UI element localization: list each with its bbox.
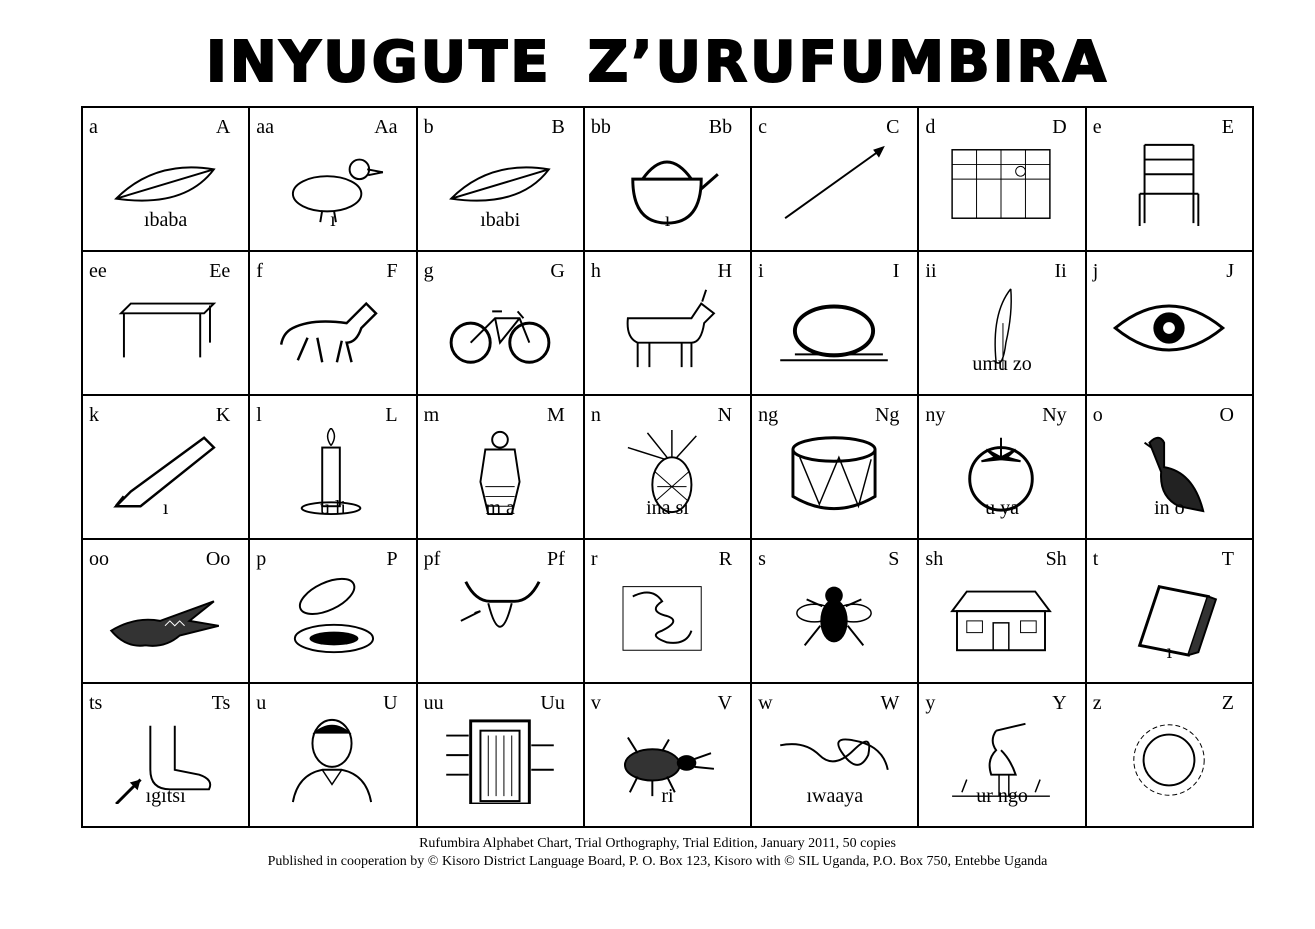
- uppercase-letter: C: [886, 116, 900, 138]
- door-icon: [440, 716, 560, 804]
- example-word: m a: [485, 497, 515, 519]
- uppercase-letter: T: [1221, 548, 1234, 570]
- bicycle-icon: [440, 284, 560, 372]
- fly-icon: [774, 572, 894, 660]
- letter-cell-h: [584, 251, 751, 395]
- letter-cell-j: [1086, 251, 1253, 395]
- uppercase-letter: F: [386, 260, 398, 282]
- footer-line-1: Rufumbira Alphabet Chart, Trial Orthography, Trial Edition, January 2011, 50 copies: [419, 836, 896, 851]
- uppercase-letter: M: [547, 404, 565, 426]
- lowercase-letter: k: [89, 404, 99, 426]
- letter-cell-oo: [82, 539, 249, 683]
- egg-icon: [774, 284, 894, 372]
- eye-icon: [1109, 284, 1229, 372]
- uppercase-letter: Ny: [1042, 404, 1067, 426]
- letter-cell-bb: [584, 107, 751, 251]
- lowercase-letter: y: [925, 692, 936, 714]
- uppercase-letter: E: [1221, 116, 1234, 138]
- letter-cell-ny: [918, 395, 1085, 539]
- lowercase-letter: aa: [256, 116, 275, 138]
- uppercase-letter: Uu: [540, 692, 565, 714]
- lowercase-letter: uu: [423, 692, 444, 714]
- table-icon: [105, 284, 225, 372]
- letter-cell-d: [918, 107, 1085, 251]
- example-word: ı: [162, 497, 169, 519]
- uppercase-letter: Ng: [874, 404, 900, 426]
- house-icon: [941, 572, 1061, 660]
- letter-cell-c: [751, 107, 918, 251]
- uppercase-letter: Bb: [708, 116, 733, 138]
- crocodile-icon: [105, 572, 225, 660]
- intestines-icon: [607, 572, 727, 660]
- lowercase-letter: f: [256, 260, 263, 282]
- goat-icon: [607, 284, 727, 372]
- shop-icon: [941, 140, 1061, 228]
- uppercase-letter: D: [1052, 116, 1067, 138]
- lowercase-letter: j: [1092, 260, 1099, 282]
- uppercase-letter: K: [215, 404, 231, 426]
- grid-row: [82, 539, 1253, 683]
- letter-cell-ng: [751, 395, 918, 539]
- title-word-2: Z’URUFUMBIRA: [587, 30, 1109, 95]
- lowercase-letter: d: [925, 116, 936, 138]
- uppercase-letter: O: [1219, 404, 1234, 426]
- uppercase-letter: U: [383, 692, 398, 714]
- letter-cell-a: [82, 107, 249, 251]
- horse-icon: [272, 284, 392, 372]
- letter-cell-r: [584, 539, 751, 683]
- lowercase-letter: ts: [89, 692, 103, 714]
- letter-cell-p: [249, 539, 416, 683]
- lowercase-letter: l: [256, 404, 262, 426]
- example-word: u ya: [985, 497, 1019, 519]
- letter-cell-t: [1086, 539, 1253, 683]
- uppercase-letter: W: [880, 692, 900, 714]
- lowercase-letter: a: [89, 116, 98, 138]
- lowercase-letter: n: [590, 404, 601, 426]
- lowercase-letter: oo: [89, 548, 109, 570]
- lowercase-letter: z: [1092, 692, 1102, 714]
- letter-cell-v: [584, 683, 751, 827]
- example-word: ıbaba: [143, 209, 188, 231]
- footer-line-2: Published in cooperation by © Kisoro District Language Board, P. O. Box 123, Kisoro with © SIL Uganda, P.O. Box 750, Entebbe Uganda: [267, 854, 1048, 869]
- lowercase-letter: b: [423, 116, 434, 138]
- lowercase-letter: r: [590, 548, 598, 570]
- example-word: ri: [661, 785, 674, 807]
- letter-cell-ee: [82, 251, 249, 395]
- uppercase-letter: P: [386, 548, 398, 570]
- lowercase-letter: m: [423, 404, 440, 426]
- letter-cell-aa: [249, 107, 416, 251]
- alphabet-grid: [81, 106, 1254, 828]
- chair-icon: [1109, 140, 1229, 228]
- letter-cell-z: [1086, 683, 1253, 827]
- letter-cell-k: [82, 395, 249, 539]
- uppercase-letter: B: [551, 116, 565, 138]
- letter-cell-n: [584, 395, 751, 539]
- letter-cell-y: [918, 683, 1085, 827]
- chart-title: [0, 30, 1315, 95]
- example-word: ı: [330, 209, 336, 231]
- uppercase-letter: Z: [1221, 692, 1234, 714]
- example-word: ı: [1166, 641, 1173, 663]
- drum-icon: [774, 428, 894, 516]
- lowercase-letter: g: [423, 260, 434, 282]
- letter-cell-f: [249, 251, 416, 395]
- letter-cell-s: [751, 539, 918, 683]
- lowercase-letter: ny: [925, 404, 946, 426]
- lowercase-letter: h: [590, 260, 601, 282]
- spear-icon: [774, 140, 894, 228]
- letter-cell-pf: [417, 539, 584, 683]
- uppercase-letter: Pf: [547, 548, 565, 570]
- letter-cell-o: [1086, 395, 1253, 539]
- uppercase-letter: I: [892, 260, 900, 282]
- letter-cell-l: [249, 395, 416, 539]
- example-word: ina sı: [646, 497, 689, 519]
- boy-icon: [272, 716, 392, 804]
- letter-cell-ii: [918, 251, 1085, 395]
- grid-row: [82, 683, 1253, 827]
- uppercase-letter: Sh: [1045, 548, 1067, 570]
- grid-row: [82, 107, 1253, 251]
- lowercase-letter: t: [1092, 548, 1099, 570]
- lowercase-letter: ii: [925, 260, 937, 282]
- uppercase-letter: Aa: [374, 116, 398, 138]
- letter-cell-w: [751, 683, 918, 827]
- lowercase-letter: e: [1092, 116, 1102, 138]
- uppercase-letter: H: [717, 260, 733, 282]
- lowercase-letter: sh: [925, 548, 944, 570]
- papaya-icon: [272, 572, 392, 660]
- letter-cell-e: [1086, 107, 1253, 251]
- lowercase-letter: v: [590, 692, 601, 714]
- uppercase-letter: Y: [1052, 692, 1067, 714]
- letter-cell-u: [249, 683, 416, 827]
- example-word: ıwaaya: [806, 785, 864, 807]
- example-word: umu zo: [972, 353, 1032, 375]
- example-word: u li: [319, 497, 346, 519]
- lowercase-letter: u: [256, 692, 267, 714]
- grid-row: [82, 251, 1253, 395]
- letter-cell-i: [751, 251, 918, 395]
- uppercase-letter: G: [550, 260, 565, 282]
- uppercase-letter: J: [1226, 260, 1234, 282]
- sun-icon: [1109, 716, 1229, 804]
- lowercase-letter: ee: [89, 260, 107, 282]
- uppercase-letter: Ii: [1054, 260, 1067, 282]
- title-word-1: INYUGUTE: [205, 30, 552, 95]
- uppercase-letter: L: [385, 404, 398, 426]
- lowercase-letter: w: [758, 692, 773, 714]
- lowercase-letter: o: [1092, 404, 1103, 426]
- uppercase-letter: R: [718, 548, 733, 570]
- lowercase-letter: ng: [758, 404, 779, 426]
- uppercase-letter: Oo: [205, 548, 231, 570]
- grid-row: [82, 395, 1253, 539]
- lowercase-letter: bb: [590, 116, 611, 138]
- lowercase-letter: i: [758, 260, 764, 282]
- letter-cell-b: [417, 107, 584, 251]
- cow-icon: [440, 572, 560, 660]
- letter-cell-uu: [417, 683, 584, 827]
- letter-cell-ts: [82, 683, 249, 827]
- letter-cell-m: [417, 395, 584, 539]
- uppercase-letter: V: [717, 692, 733, 714]
- example-word: ıgıtsı: [145, 785, 186, 807]
- uppercase-letter: N: [717, 404, 733, 426]
- letter-cell-sh: [918, 539, 1085, 683]
- lowercase-letter: p: [256, 548, 267, 570]
- example-word: ı: [664, 209, 671, 231]
- uppercase-letter: S: [888, 548, 900, 570]
- uppercase-letter: Ts: [211, 692, 231, 714]
- example-word: in o: [1154, 497, 1185, 519]
- lowercase-letter: pf: [423, 548, 441, 570]
- letter-cell-g: [417, 251, 584, 395]
- lowercase-letter: s: [758, 548, 766, 570]
- example-word: ıbabi: [480, 209, 521, 231]
- uppercase-letter: A: [215, 116, 231, 138]
- uppercase-letter: Ee: [209, 260, 231, 282]
- lowercase-letter: c: [758, 116, 768, 138]
- example-word: ur ngo: [976, 785, 1028, 807]
